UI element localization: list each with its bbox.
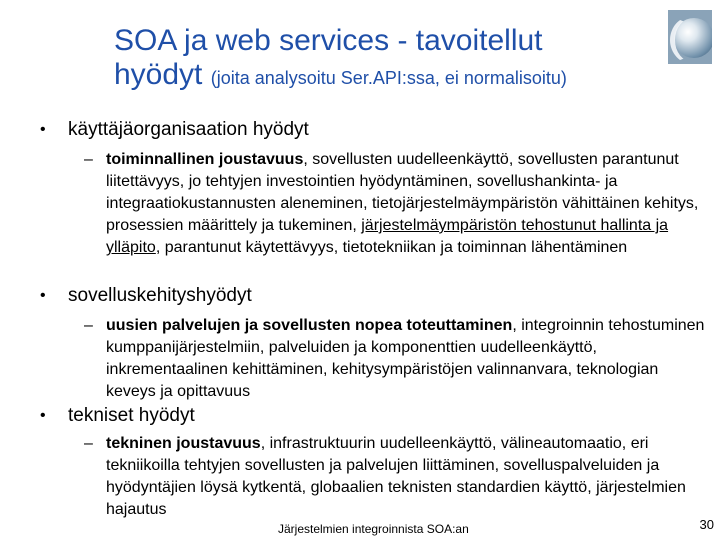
title-line-1: SOA ja web services - tavoitellut (114, 24, 543, 57)
bullet-icon: • (40, 121, 46, 138)
globe-icon (668, 10, 712, 64)
bullet-heading: sovelluskehityshyödyt (68, 285, 252, 306)
sub-text-part-b: , parantunut käytettävyys, tietotekniikan ja toiminnan lähentäminen (155, 239, 628, 256)
sub-item-body (106, 149, 709, 259)
page-number: 30 (699, 517, 714, 532)
bold-lead: toiminnallinen joustavuus (106, 151, 304, 168)
bold-lead: tekninen joustavuus (106, 435, 261, 452)
sub-text-part-a: , sovellusten uudelleenkäyttö, sovellusten parantunut liitettävyys, jo tehtyjen investointien hyödyntäminen, sovellushankinta- ja integraatiokustannusten aleneminen, tietojärjestelmäympäristön vähittäinen kehitys, prosessien määrittely ja tukeminen, (106, 151, 699, 234)
dash-icon: – (84, 151, 93, 168)
sub-item-user-org (84, 149, 709, 259)
sub-item-tech (84, 433, 709, 521)
slide-title (114, 24, 674, 95)
sub-item-body (106, 315, 709, 403)
bullet-heading: tekniset hyödyt (68, 405, 195, 426)
title-line-2 (114, 58, 674, 95)
footer-text: Järjestelmien integroinnista SOA:an (278, 522, 469, 536)
sub-item-body (106, 433, 709, 521)
sub-text-part-a: , integroinnin tehostuminen kumppanijärjestelmiin, palveluiden ja komponenttien uudelleenkäyttö, inkrementaalinen kehittäminen, kehitysympäristöjen valinnanvara, teknologian keveys ja opittavuus (106, 317, 705, 400)
dash-icon: – (84, 317, 93, 334)
underlined-phrase: järjestelmäympäristön tehostunut hallinta ja ylläpito (106, 217, 669, 256)
bullet-heading: käyttäjäorganisaation hyödyt (68, 119, 309, 140)
bullet-icon: • (40, 407, 46, 424)
dash-icon: – (84, 435, 93, 452)
sub-text-part-a: , infrastruktuurin uudelleenkäyttö, välineautomaatio, eri tekniikoilla tehtyjen sovellusten ja palvelujen liittäminen, sovelluspalveluiden ja hyödyntäjien löysä kytkentä, globaalien teknisten standardien käyttö, järjestelmien hajautus (106, 435, 686, 518)
bullet-icon: • (40, 287, 46, 304)
title-subtitle: (joita analysoitu Ser.API:ssa, ei normalisoitu) (210, 68, 567, 88)
sub-item-dev (84, 315, 709, 403)
globe-highlight (670, 16, 712, 64)
title-main-word: hyödyt (114, 58, 203, 91)
bold-lead: uusien palvelujen ja sovellusten nopea toteuttaminen (106, 317, 513, 334)
